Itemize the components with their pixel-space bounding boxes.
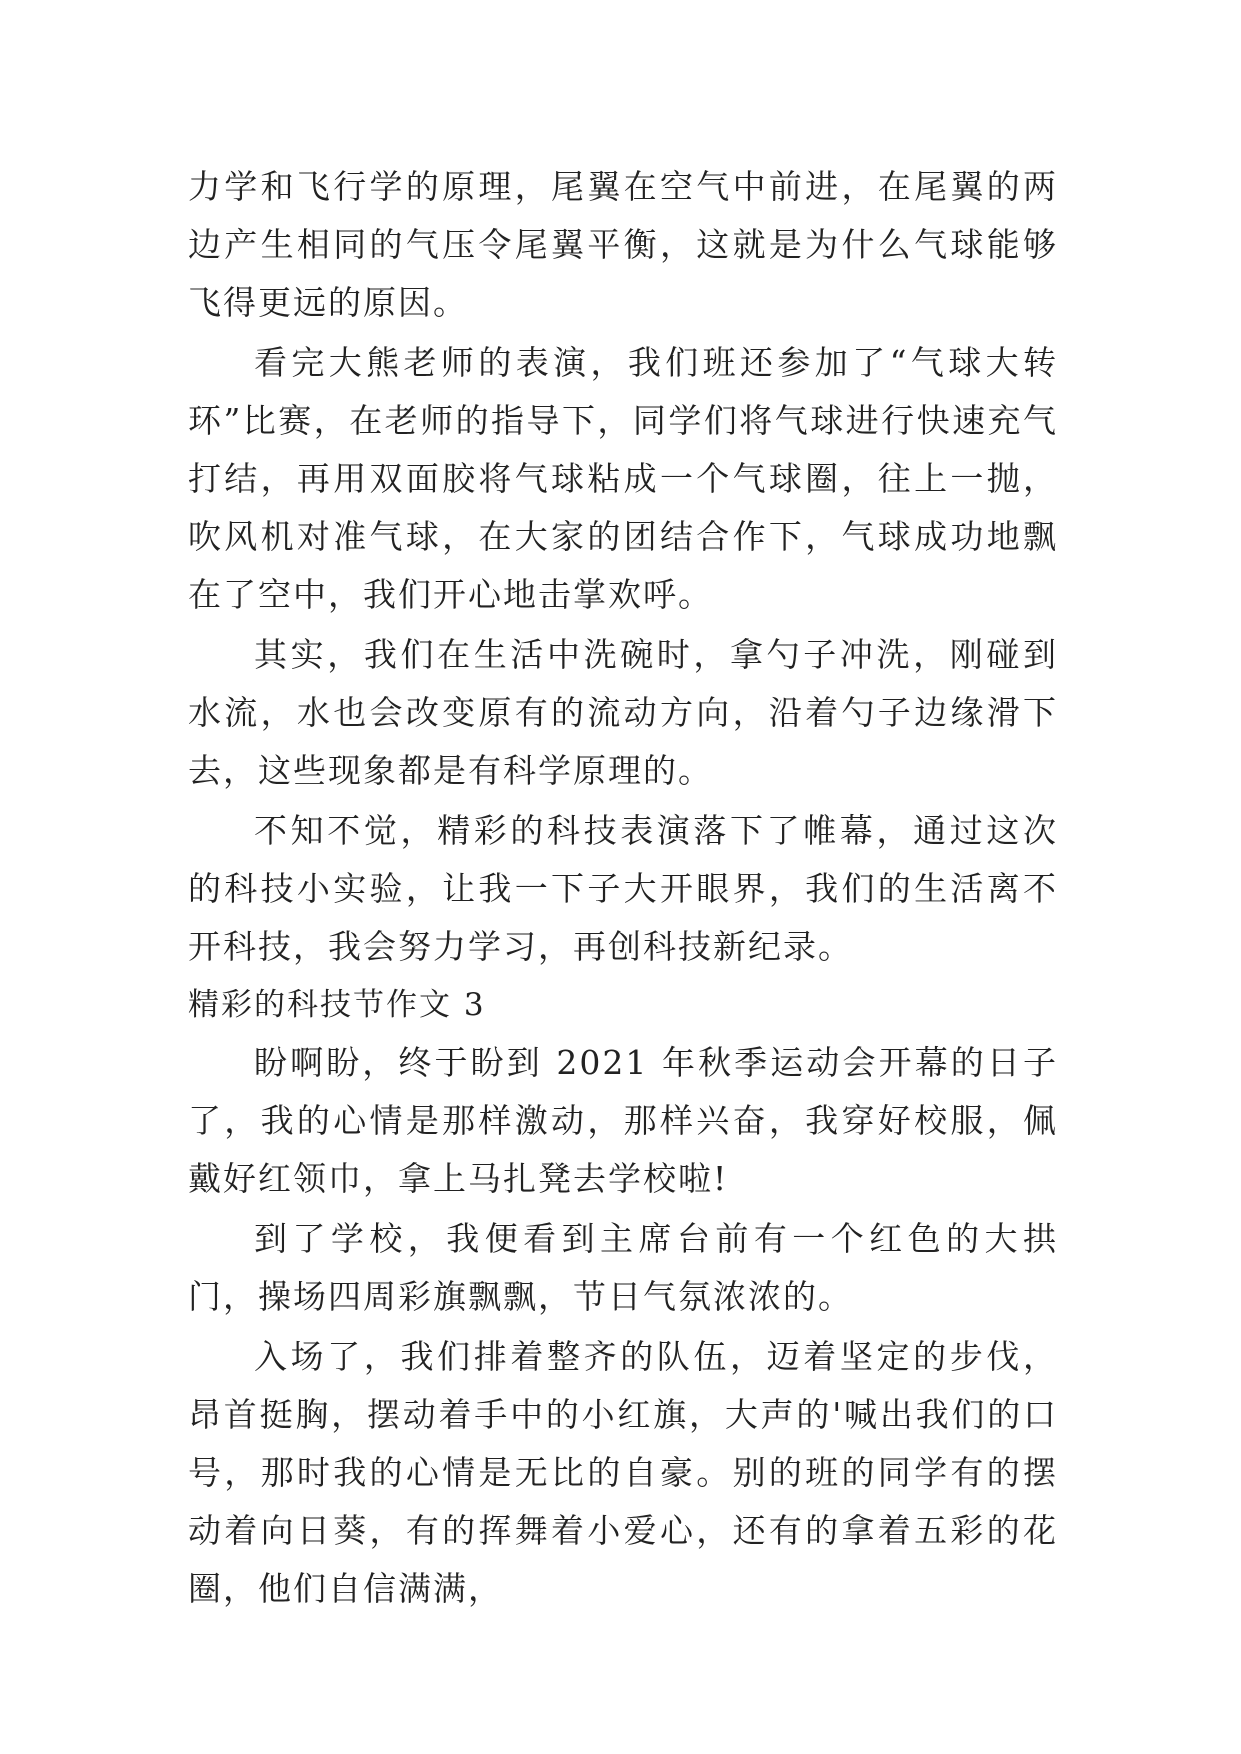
paragraph: 不知不觉，精彩的科技表演落下了帷幕，通过这次的科技小实验，让我一下子大开眼界，我们的生活离不开科技，我会努力学习，再创科技新纪录。 bbox=[188, 811, 1058, 966]
paragraph: 盼啊盼，终于盼到 2021 年秋季运动会开幕的日子了，我的心情是那样激动，那样兴奋，我穿好校服，佩戴好红领巾，拿上马扎凳去学校啦! bbox=[188, 1043, 1058, 1198]
paragraph-continued: 力学和飞行学的原理，尾翼在空气中前进，在尾翼的两边产生相同的气压令尾翼平衡，这就是为什么气球能够飞得更远的原因。 bbox=[188, 167, 1058, 322]
paragraph: 其实，我们在生活中洗碗时，拿勺子冲洗，刚碰到水流，水也会改变原有的流动方向，沿着勺子边缘滑下去，这些现象都是有科学原理的。 bbox=[188, 635, 1058, 790]
paragraph: 到了学校，我便看到主席台前有一个红色的大拱门，操场四周彩旗飘飘，节日气氛浓浓的。 bbox=[188, 1219, 1058, 1316]
document-body bbox=[188, 158, 1058, 1618]
paragraph: 入场了，我们排着整齐的队伍，迈着坚定的步伐，昂首挺胸，摆动着手中的小红旗，大声的'喊出我们的口号，那时我的心情是无比的自豪。别的班的同学有的摆动着向日葵，有的挥舞着小爱心，还有的拿着五彩的花圈，他们自信满满， bbox=[188, 1337, 1058, 1608]
paragraph: 看完大熊老师的表演，我们班还参加了“气球大转环”比赛，在老师的指导下，同学们将气球进行快速充气打结，再用双面胶将气球粘成一个气球圈，往上一抛，吹风机对准气球，在大家的团结合作下，气球成功地飘在了空中，我们开心地击掌欢呼。 bbox=[188, 343, 1058, 614]
section-title: 精彩的科技节作文 3 bbox=[188, 987, 486, 1023]
